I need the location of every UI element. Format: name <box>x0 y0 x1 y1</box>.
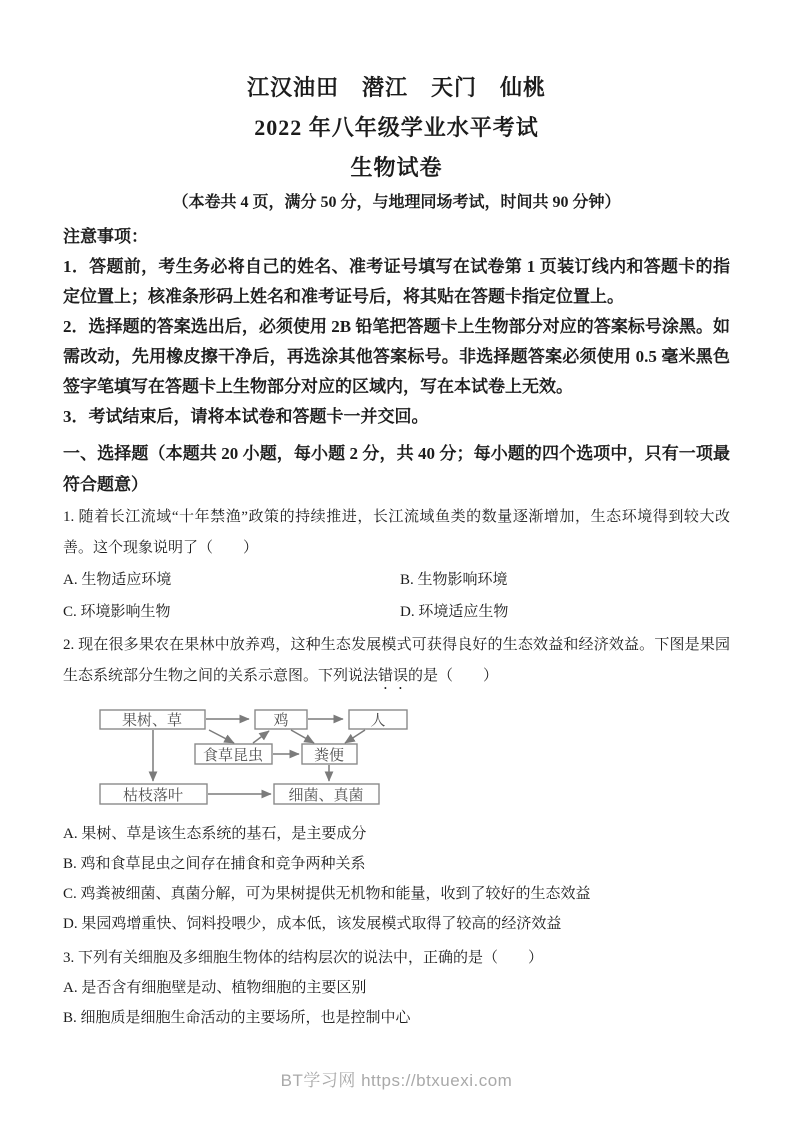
watermark-footer: BT学习网 https://btxuexi.com <box>280 1071 513 1090</box>
notice-item-3: 3．考试结束后，请将本试卷和答题卡一并交回。 <box>63 407 429 426</box>
diagram-label-insect: 食草昆虫 <box>202 748 264 764</box>
question-2-option-a: A. 果树、草是该生态系统的基石，是主要成分 <box>63 826 367 842</box>
diagram-label-microbes: 细菌、真菌 <box>288 788 364 804</box>
question-3-option-b: B. 细胞质是细胞生命活动的主要场所，也是控制中心 <box>63 1010 411 1026</box>
notice-item-1: 1．答题前，考生务必将自己的姓名、准考证号填写在试卷第 1 页装订线内和答题卡的指定位置上；核准条形码上姓名和准考证号后，将其贴在答题卡指定位置上。 <box>63 257 730 306</box>
arrow-chicken-to-feces <box>291 730 314 743</box>
question-1-stem: 1. 随着长江流域“十年禁渔”政策的持续推进，长江流域鱼类的数量逐渐增加，生态环境得到较大改善。这个现象说明了（ ） <box>63 509 730 556</box>
question-1-options-row-1 <box>63 564 730 596</box>
ecosystem-diagram <box>85 699 730 811</box>
exam-subject-title: 生物试卷 <box>350 155 443 180</box>
question-3-options <box>63 973 730 1033</box>
question-1-option-d: D. 环境适应生物 <box>400 604 509 620</box>
question-2-stem-before: 2. 现在很多果农在果林中放养鸡，这种生态发展模式可获得良好的生态效益和经济效益。下图是果园生态系统部分生物之间的关系示意图。下列说法 <box>63 637 730 684</box>
diagram-label-feces: 粪便 <box>313 748 345 764</box>
diagram-label-human: 人 <box>370 713 386 729</box>
diagram-label-fruit-grass: 果树、草 <box>121 713 183 729</box>
diagram-label-litter: 枯枝落叶 <box>122 788 184 804</box>
question-2 <box>63 630 730 939</box>
question-1-option-a: A. 生物适应环境 <box>63 572 172 588</box>
question-1-options-row-2 <box>63 596 730 628</box>
arrow-human-to-feces <box>345 730 365 743</box>
section-one-heading: 一、选择题（本题共 20 小题，每小题 2 分，共 40 分；每小题的四个选项中，只有一项最符合题意） <box>63 444 730 494</box>
question-2-stem-emphasis: 错误 <box>378 668 409 684</box>
question-2-option-c: C. 鸡粪被细菌、真菌分解，可为果树提供无机物和能量，收到了较好的生态效益 <box>63 886 591 902</box>
question-2-option-d: D. 果园鸡增重快、饲料投喂少，成本低，该发展模式取得了较高的经济效益 <box>63 916 562 932</box>
question-1-option-b: B. 生物影响环境 <box>400 572 508 588</box>
exam-year-title: 2022 年八年级学业水平考试 <box>254 115 539 140</box>
question-3-option-a: A. 是否含有细胞壁是动、植物细胞的主要区别 <box>63 980 367 996</box>
notice-heading: 注意事项： <box>63 227 148 246</box>
notice-item-2: 2．选择题的答案选出后，必须使用 2B 铅笔把答题卡上生物部分对应的答案标号涂黑。如需改动，先用橡皮擦干净后，再选涂其他答案标号。非选择题答案必须使用 0.5 毫米黑色签字笔填写在答题卡上生物部分对应的区域内，写在本试卷上无效。 <box>63 317 730 396</box>
arrow-fruitgrass-to-insect <box>209 730 234 743</box>
exam-meta-subtitle: （本卷共 4 页，满分 50 分，与地理同场考试，时间共 90 分钟） <box>172 194 621 211</box>
question-2-stem <box>63 630 730 693</box>
question-3-stem: 3. 下列有关细胞及多细胞生物体的结构层次的说法中，正确的是（ ） <box>63 950 544 966</box>
question-2-options <box>63 819 730 939</box>
question-2-option-b: B. 鸡和食草昆虫之间存在捕食和竞争两种关系 <box>63 856 366 872</box>
question-1 <box>63 502 730 628</box>
arrow-insect-to-chicken <box>253 731 269 743</box>
question-3 <box>63 943 730 1033</box>
diagram-label-chicken: 鸡 <box>273 713 289 729</box>
exam-region-title: 江汉油田 潜江 天门 仙桃 <box>246 75 546 100</box>
question-1-option-c: C. 环境影响生物 <box>63 604 171 620</box>
question-2-stem-after: 的是（ ） <box>408 668 499 684</box>
